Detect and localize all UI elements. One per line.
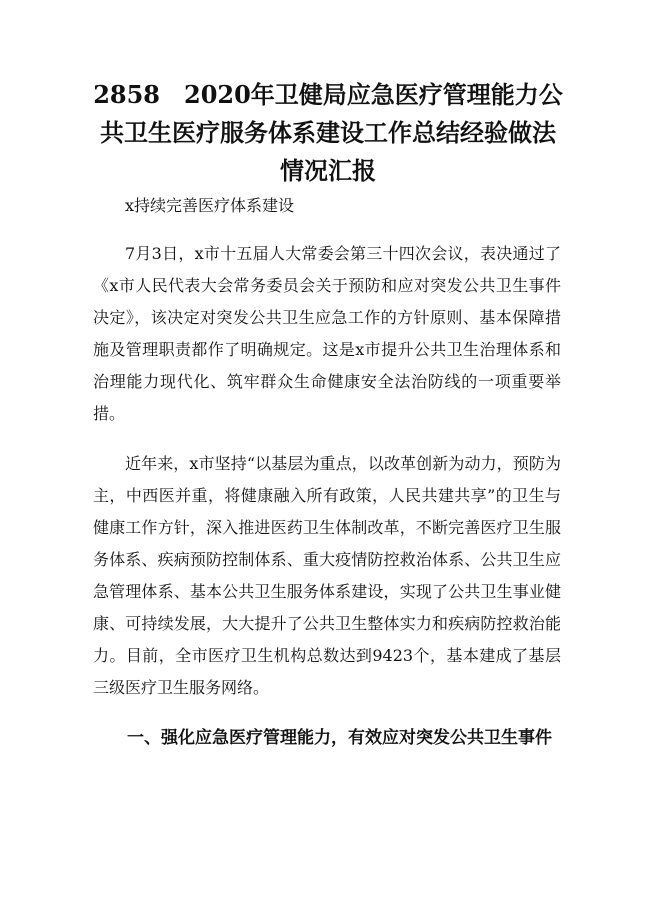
paragraph-1: 7月3日，x市十五届人大常委会第三十四次会议，表决通过了《x市人民代表大会常务委员会关于预防和应对突发公共卫生事件决定》，该决定对突发公共卫生应急工作的方针原则、基本保障措施及管理职责都作了明确规定。这是x市提升公共卫生治理体系和治理能力现代化、筑牢群众生命健康安全法治防线的一项重要举措。 bbox=[93, 244, 561, 423]
document-title: 2858 2020年卫健局应急医疗管理能力公共卫生医疗服务体系建设工作总结经验做法情况汇报 bbox=[93, 80, 563, 185]
subheading: x持续完善医疗体系建设 bbox=[125, 196, 295, 215]
section-heading: 一、强化应急医疗管理能力，有效应对突发公共卫生事件 bbox=[127, 728, 552, 748]
document-body bbox=[93, 190, 561, 755]
paragraph-2: 近年来，x市坚持“以基层为重点，以改革创新为动力，预防为主，中西医并重，将健康融入所有政策，人民共建共享”的卫生与健康工作方针，深入推进医药卫生体制改革，不断完善医疗卫生服务体系、疾病预防控制体系、重大疫情防控救治体系、公共卫生应急管理体系、基本公共卫生服务体系建设，实现了公共卫生事业健康、可持续发展，大大提升了公共卫生整体实力和疾病防控救治能力。目前，全市医疗卫生机构总数达到9423个，基本建成了基层三级医疗卫生服务网络。 bbox=[93, 454, 561, 697]
